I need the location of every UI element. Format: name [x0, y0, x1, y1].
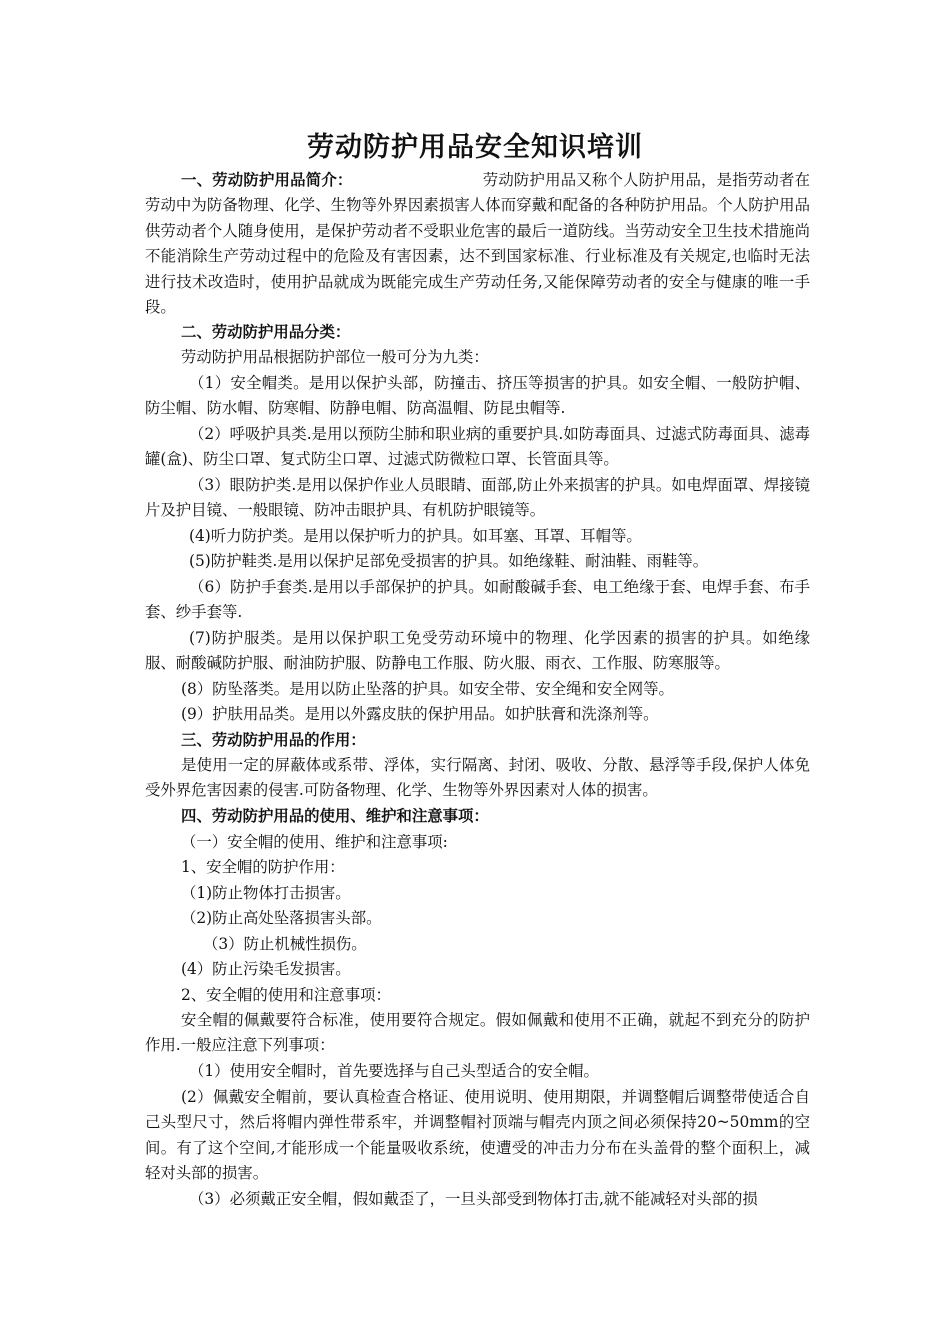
helmet-protection-item: （3）防止机械性损伤。 — [203, 935, 367, 953]
category-item: (7)防护服类。是用以保护职工免受劳动环境中的物理、化学因素的损害的护具。如绝缘服、耐酸碱防护服、耐油防护服、防静电工作服、防火服、雨衣、工作服、防寒服等。 — [145, 629, 810, 673]
intro-paragraph: 劳动防护用品又称个人防护用品，是指劳动者在劳动中为防备物理、化学、生物等外界因素损害人体而穿戴和配备的各种防护用品。个人防护用品供劳动者个人随身使用，是保护劳动者不受职业危害的最后一道防线。当劳动安全卫生技术措施尚不能消除生产劳动过程中的危险及有害因素，达不到国家标准、行业标准及有关规定,也临时无法进行技术改造时，使用护品就成为既能完成生产劳动任务,又能保障劳动者的安全与健康的唯一手段。 — [145, 171, 810, 317]
category-item: （6）防护手套类.是用以手部保护的护具。如耐酸碱手套、电工绝缘于套、电焊手套、布手套、纱手套等. — [145, 578, 810, 622]
section-heading-functions: 三、劳动防护用品的作用： — [181, 731, 366, 749]
helmet-usage-paragraph: 安全帽的佩戴要符合标准，使用要符合规定。假如佩戴和使用不正确，就起不到充分的防护作用.一般应注意下列事项： — [145, 1011, 810, 1055]
section-heading-usage: 四、劳动防护用品的使用、维护和注意事项： — [181, 807, 489, 825]
category-item: (9）护肤用品类。是用以外露皮肤的保护用品。如护肤膏和洗涤剂等。 — [181, 705, 659, 723]
helmet-protection-item: （1)防止物体打击损害。 — [181, 884, 351, 902]
document-title: 劳动防护用品安全知识培训 — [307, 132, 643, 163]
category-item: (8）防坠落类。是用以防止坠落的护具。如安全带、安全绳和安全网等。 — [181, 680, 674, 698]
subsection-helmet: （一）安全帽的使用、维护和注意事项: — [181, 833, 448, 851]
functions-paragraph: 是使用一定的屏蔽体或系带、浮体，实行隔离、封闭、吸收、分散、悬浮等手段,保护人体免受外界危害因素的侵害.可防备物理、化学、生物等外界因素对人体的损害。 — [145, 756, 810, 800]
section-heading-categories: 二、劳动防护用品分类： — [181, 323, 351, 341]
category-item: (4)听力防护类。是用以保护听力的护具。如耳塞、耳罩、耳帽等。 — [189, 527, 642, 545]
category-item: (5)防护鞋类.是用以保护足部免受损害的护具。如绝缘鞋、耐油鞋、雨鞋等。 — [189, 552, 709, 570]
helmet-usage-title: 2、安全帽的使用和注意事项： — [181, 986, 391, 1004]
category-item: （3）眼防护类.是用以保护作业人员眼睛、面部,防止外来损害的护具。如电焊面罩、焊接镜片及护目镜、一般眼镜、防冲击眼护具、有机防护眼镜等。 — [145, 476, 810, 520]
helmet-usage-item: (2）佩戴安全帽前，要认真检查合格证、使用说明、使用期限，并调整帽后调整带使适合自己头型尺寸，然后将帽内弹性带系牢，并调整帽衬顶端与帽壳内顶之间必须保持20~50mm的空间。有了这个空间,才能形成一个能量吸收系统，使遭受的冲击力分布在头盖骨的整个面积上，减轻对头部的损害。 — [145, 1088, 810, 1183]
helmet-usage-item: （3）必须戴正安全帽，假如戴歪了，一旦头部受到物体打击,就不能减轻对头部的损 — [189, 1190, 758, 1208]
helmet-protection-item: (4）防止污染毛发损害。 — [181, 960, 351, 978]
section-intro — [145, 168, 810, 320]
helmet-protection-title: 1、安全帽的防护作用： — [181, 858, 345, 876]
helmet-protection-item: （2)防止高处坠落损害头部。 — [181, 909, 382, 927]
section-heading-intro: 一、劳动防护用品简介： — [181, 171, 353, 189]
category-item: （2）呼吸护具类.是用以预防尘肺和职业病的重要护具.如防毒面具、过滤式防毒面具、滤毒罐(盒)、防尘口罩、复式防尘口罩、过滤式防微粒口罩、长管面具等。 — [145, 425, 810, 469]
categories-intro: 劳动防护用品根据防护部位一般可分为九类： — [181, 348, 489, 366]
helmet-usage-item: （1）使用安全帽时，首先要选择与自己头型适合的安全帽。 — [189, 1062, 599, 1080]
category-item: （1）安全帽类。是用以保护头部，防撞击、挤压等损害的护具。如安全帽、一般防护帽、防尘帽、防水帽、防寒帽、防静电帽、防高温帽、防昆虫帽等. — [145, 374, 810, 418]
